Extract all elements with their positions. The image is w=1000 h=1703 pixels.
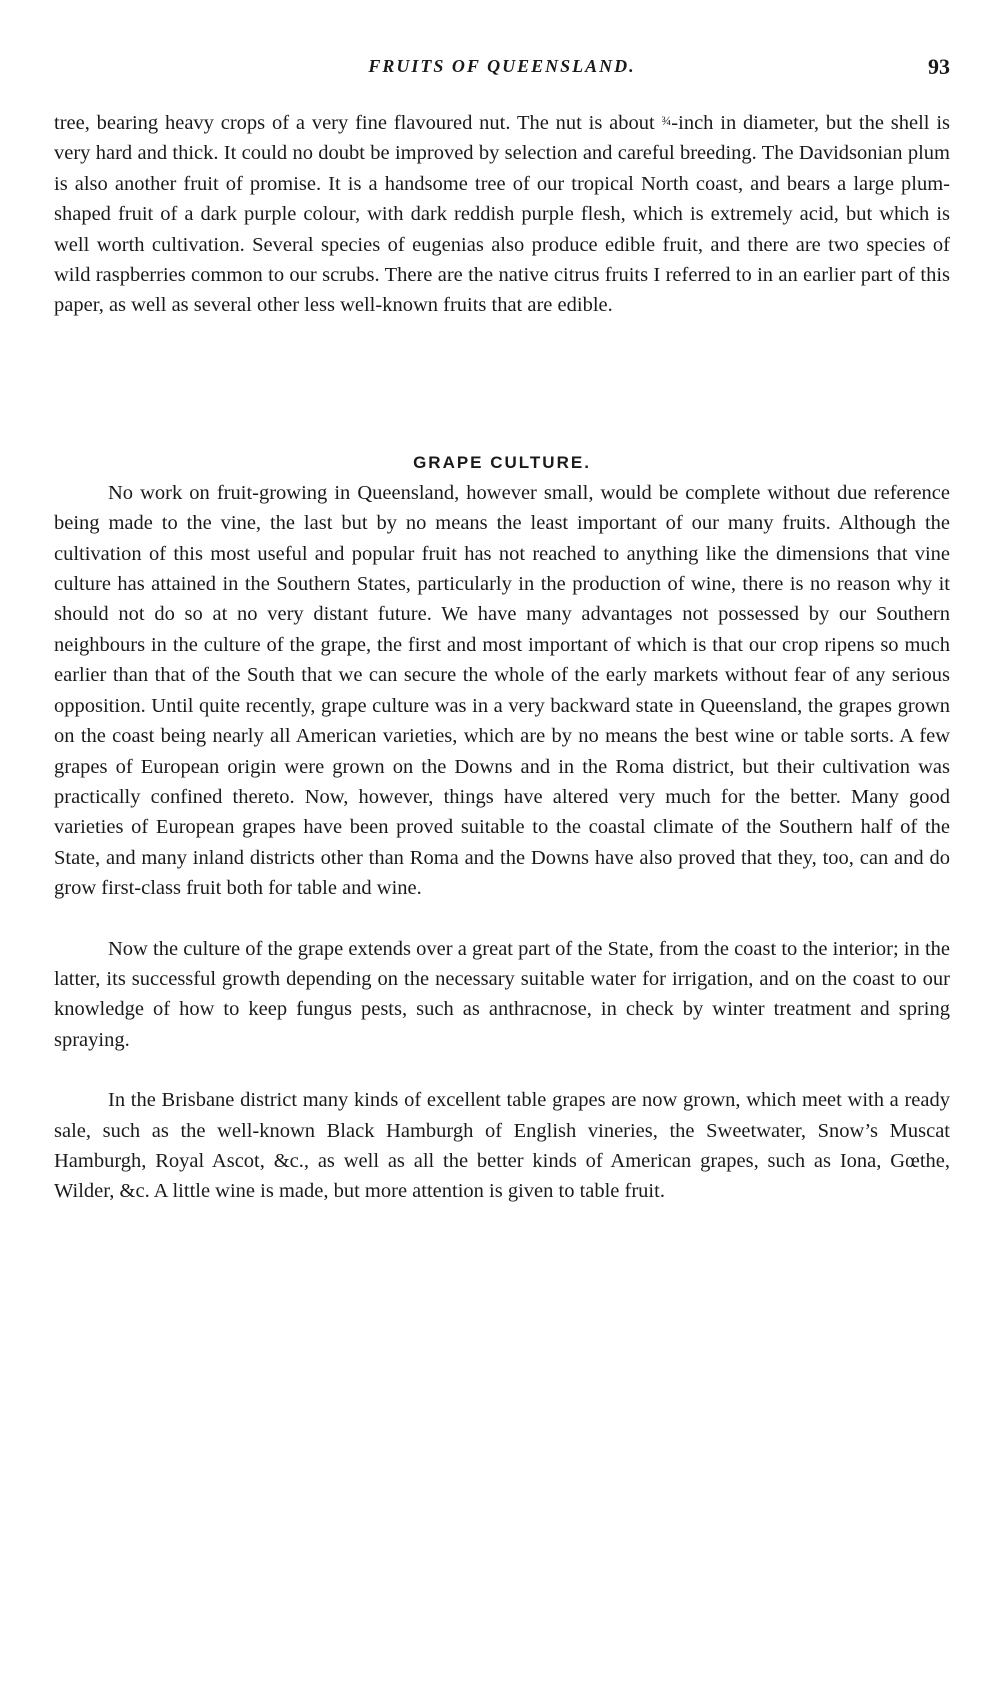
paragraph-text: tree, bearing heavy crops of a very fine flavoured nut. The nut is about: [54, 112, 662, 134]
paragraph-continued: [54, 106, 950, 321]
running-head: [54, 54, 950, 84]
paragraph-gap: [54, 1055, 950, 1085]
body-text: [54, 106, 950, 1207]
page-number: 93: [928, 54, 950, 79]
paragraph-grape-intro: No work on fruit-growing in Queensland, however small, would be complete without due reference being made to the vine, the last but by no means the least important of our many fruits. Although the cultivation of this most useful and popular fruit has not reached to anything like the dimensions that vine culture has attained in the Southern States, particularly in the production of wine, there is no reason why it should not do so at no very distant future. We have many advantages not possessed by our Southern neighbours in the culture of the grape, the first and most important of which is that our crop ripens so much earlier than that of the South that we can secure the whole of the early markets without fear of any serious opposition. Until quite recently, grape culture was in a very backward state in Queensland, the grapes grown on the coast being nearly all American varieties, which are by no means the best wine or table sorts. A few grapes of European origin were grown on the Downs and in the Roma district, but their cultivation was practically confined thereto. Now, however, things have altered very much for the better. Many good varieties of European grapes have been proved suitable to the coastal climate of the Southern half of the State, and many inland districts other than Roma and the Downs have also proved that they, too, can and do grow first-class fruit both for table and wine.: [54, 481, 950, 900]
paragraph-gap: [54, 904, 950, 934]
paragraph-brisbane: In the Brisbane district many kinds of excellent table grapes are now grown, which meet with a ready sale, such as the well-known Black Hamburgh of English vineries, the Sweetwater, Snow’s Muscat Hamburgh, Royal Ascot, &c., as well as all the better kinds of American grapes, such as Iona, Gœthe, Wilder, &c. A little wine is made, but more attention is given to table fruit.: [54, 1089, 950, 1203]
section-heading: GRAPE CULTURE.: [413, 452, 591, 472]
fraction: ¾: [661, 113, 672, 128]
paragraph-text: -inch in diameter, but the shell is very hard and thick. It could no doubt be improved by selection and careful breeding. The Davidsonian plum is also another fruit of promise. It is a handsome tree of our tropical North coast, and bears a large plum-shaped fruit of a dark purple colour, with dark reddish purple flesh, which is extremely acid, but which is well worth cultivation. Several species of eugenias also produce edible fruit, and there are two species of wild raspberries common to our scrubs. There are the native citrus fruits I referred to in an earlier part of this paper, as well as several other less well-known fruits that are edible.: [54, 112, 950, 317]
running-title: FRUITS OF QUEENSLAND.: [368, 56, 636, 76]
paragraph-grape-extent: Now the culture of the grape extends over a great part of the State, from the coast to the interior; in the latter, its successful growth depending on the necessary suitable water for irrigation, and on the coast to our knowledge of how to keep fungus pests, such as anthracnose, in check by winter treatment and spring spraying.: [54, 937, 950, 1051]
